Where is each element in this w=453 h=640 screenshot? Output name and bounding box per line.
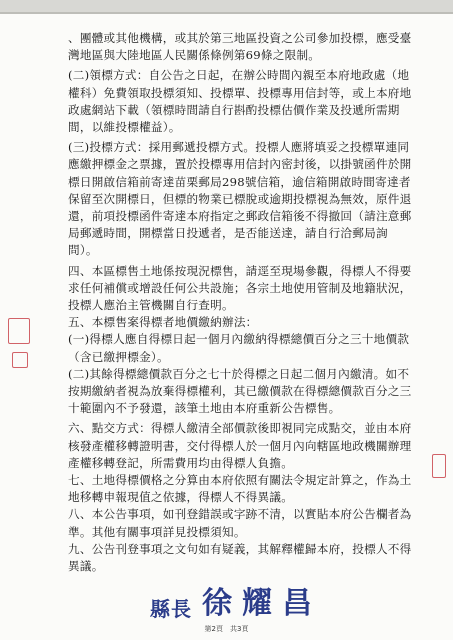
paragraph-payment-first: (一)得標人應自得標日起一個月內繳納得標總價百分之三十地價款（含已繳押標金）。 [68,332,410,364]
paragraph-bid-collection: (二)領標方式：自公告之日起，在辦公時間內親至本府地政處（地權科）免費領取投標須知、投標單、投標專用信封等，或上本府地政處網站下載（領標時間請自行斟酌投標估價作業及投遞所需期間，以維投標權益）。 [68,68,412,135]
paragraph-errata: 八、本公告事項，如刊登錯誤或字跡不清，以實貼本府公告欄者為準。其他有關事項詳見投標須知。 [68,507,412,539]
paragraph-mainland-restriction: 、團體或其他機構，或其於第三地區投資之公司參加投標，應受臺灣地區與大陸地區人民關係條例第69條之限制。 [68,31,412,63]
paragraph-payment-remaining: (二)其餘得標總價款百分之七十於得標之日起二個月內繳清。如不按期繳納者視為放棄得標權利，其已繳價款在得標總價款百分之三十範圍內不予發還，該筆土地由本府重新公告標售。 [68,366,412,416]
page-number: 第2頁 共3頁 [204,625,249,633]
paragraph-interpretation: 九、公告刊登事項之文句如有疑義，其解釋權歸本府，投標人不得異議。 [68,541,412,574]
signature-name: 徐耀昌 [202,586,322,621]
paragraph-bid-method: (三)投標方式：採用郵遞投標方式。投標人應將填妥之投標單連同應繳押標金之票據，置於投標專用信封內密封後，以掛號函件於開標日開啟信箱前寄達苗栗郵局298號信箱，逾信箱開啟時間寄達者保留至次開標日，但標的物業已標脫或逾期投標視為無效，原件退還，前項投標函件寄達本府指定之郵政信箱後不得撤回（請注意郵局郵遞時間，開標當日投遞者，是否能送達，請自行洽郵局詢問）。 [68,140,412,258]
paragraph-as-is-sale: 四、本區標售土地係按現況標售，請逕至現場參觀，得標人不得要求任何補償或增設任何公共設施；各宗土地使用管制及地籍狀況，投標人應治主管機關自行查明。 [68,263,412,313]
scan-top-edge [0,0,453,12]
paragraph-payment-heading: 五、本標售案得標者地價繳納辦法： [68,315,258,330]
seal-stamp-left-small [12,352,28,368]
paragraph-handover: 六、點交方式：得標人繳清全部價款後即視同完成點交，並由本府核發產權移轉證明書，交付得標人於一個月內向轄區地政機關辦理產權移轉登記，所需費用均由得標人負擔。 [68,421,412,470]
announcement-body [68,30,416,575]
seal-stamp-right [432,454,446,478]
paragraph-price-split: 七、土地得標價格之分算由本府依照有關法令規定計算之，作為土地移轉申報現值之依據，得標人不得異議。 [68,473,412,505]
scan-top-line [0,12,453,14]
seal-stamp-left [8,318,30,344]
signature-title: 縣長 [150,597,192,621]
signature-block [150,588,350,622]
